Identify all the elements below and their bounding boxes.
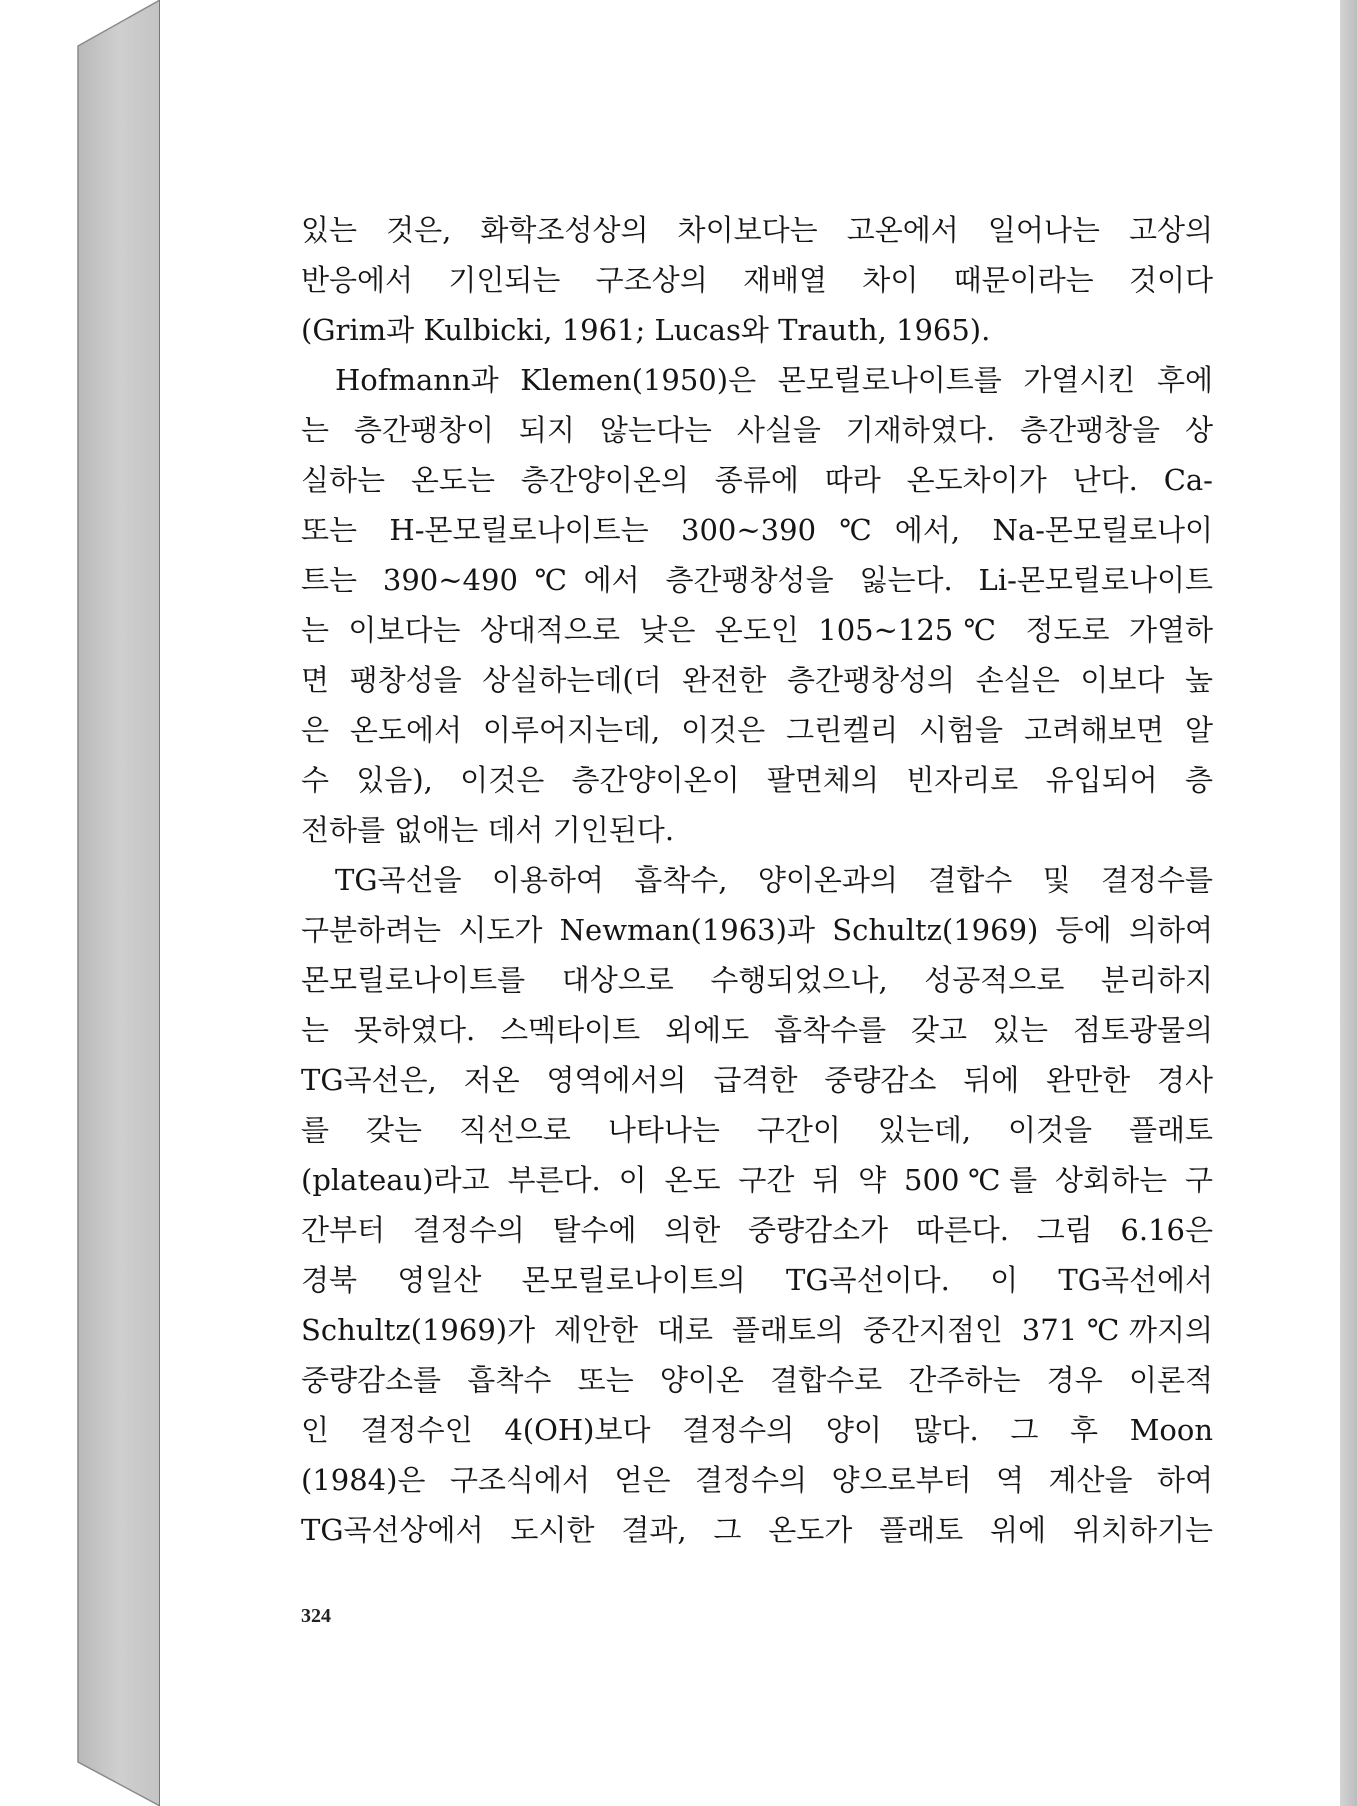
- text-line: 는 이보다는 상대적으로 낮은 온도인 105~125℃ 정도로 가열하: [301, 613, 1213, 647]
- text-line: 있는 것은, 화학조성상의 차이보다는 고온에서 일어나는 고상의: [301, 213, 1213, 247]
- text-line: 는 층간팽창이 되지 않는다는 사실을 기재하였다. 층간팽창을 상: [301, 413, 1213, 447]
- text-line: 구분하려는 시도가 Newman(1963)과 Schultz(1969) 등에 의하여: [301, 913, 1213, 947]
- text-line: Hofmann과 Klemen(1950)은 몬모릴로나이트를 가열시킨 후에: [335, 363, 1213, 397]
- page-number: 324: [301, 1605, 331, 1627]
- text-line: 경북 영일산 몬모릴로나이트의 TG곡선이다. 이 TG곡선에서: [301, 1263, 1213, 1297]
- text-line: 몬모릴로나이트를 대상으로 수행되었으나, 성공적으로 분리하지: [301, 963, 1213, 997]
- body-text: [301, 205, 1213, 1555]
- text-line: 면 팽창성을 상실하는데(더 완전한 층간팽창성의 손실은 이보다 높: [301, 663, 1213, 697]
- text-line: 중량감소를 흡착수 또는 양이온 결합수로 간주하는 경우 이론적: [301, 1363, 1213, 1397]
- text-line: 인 결정수인 4(OH)보다 결정수의 양이 많다. 그 후 Moon: [301, 1413, 1213, 1447]
- text-line: TG곡선을 이용하여 흡착수, 양이온과의 결합수 및 결정수를: [335, 863, 1213, 897]
- text-line: TG곡선은, 저온 영역에서의 급격한 중량감소 뒤에 완만한 경사: [301, 1063, 1213, 1097]
- text-line: 간부터 결정수의 탈수에 의한 중량감소가 따른다. 그림 6.16은: [301, 1213, 1213, 1247]
- text-line: 또는 H-몬모릴로나이트는 300~390℃에서, Na-몬모릴로나이: [301, 513, 1213, 547]
- text-line: (1984)은 구조식에서 얻은 결정수의 양으로부터 역 계산을 하여: [301, 1463, 1213, 1497]
- text-line: (Grim과 Kulbicki, 1961; Lucas와 Trauth, 1965).: [301, 313, 991, 347]
- text-line: TG곡선상에서 도시한 결과, 그 온도가 플래토 위에 위치하기는: [301, 1513, 1213, 1547]
- text-line: 는 못하였다. 스멕타이트 외에도 흡착수를 갖고 있는 점토광물의: [301, 1013, 1213, 1047]
- text-line: 전하를 없애는 데서 기인된다.: [301, 813, 675, 847]
- book-spine: [78, 0, 160, 1806]
- text-line: 반응에서 기인되는 구조상의 재배열 차이 때문이라는 것이다: [301, 263, 1213, 297]
- text-line: (plateau)라고 부른다. 이 온도 구간 뒤 약 500℃를 상회하는 구: [301, 1163, 1213, 1197]
- text-line: Schultz(1969)가 제안한 대로 플래토의 중간지점인 371℃까지의: [301, 1313, 1213, 1347]
- text-line: 수 있음), 이것은 층간양이온이 팔면체의 빈자리로 유입되어 층: [301, 763, 1213, 797]
- text-line: 트는 390~490℃에서 층간팽창성을 잃는다. Li-몬모릴로나이트: [301, 563, 1213, 597]
- text-line: 실하는 온도는 층간양이온의 종류에 따라 온도차이가 난다. Ca-: [301, 463, 1213, 497]
- text-line: 를 갖는 직선으로 나타나는 구간이 있는데, 이것을 플래토: [301, 1113, 1213, 1147]
- text-line: 은 온도에서 이루어지는데, 이것은 그린켈리 시험을 고려해보면 알: [301, 713, 1213, 747]
